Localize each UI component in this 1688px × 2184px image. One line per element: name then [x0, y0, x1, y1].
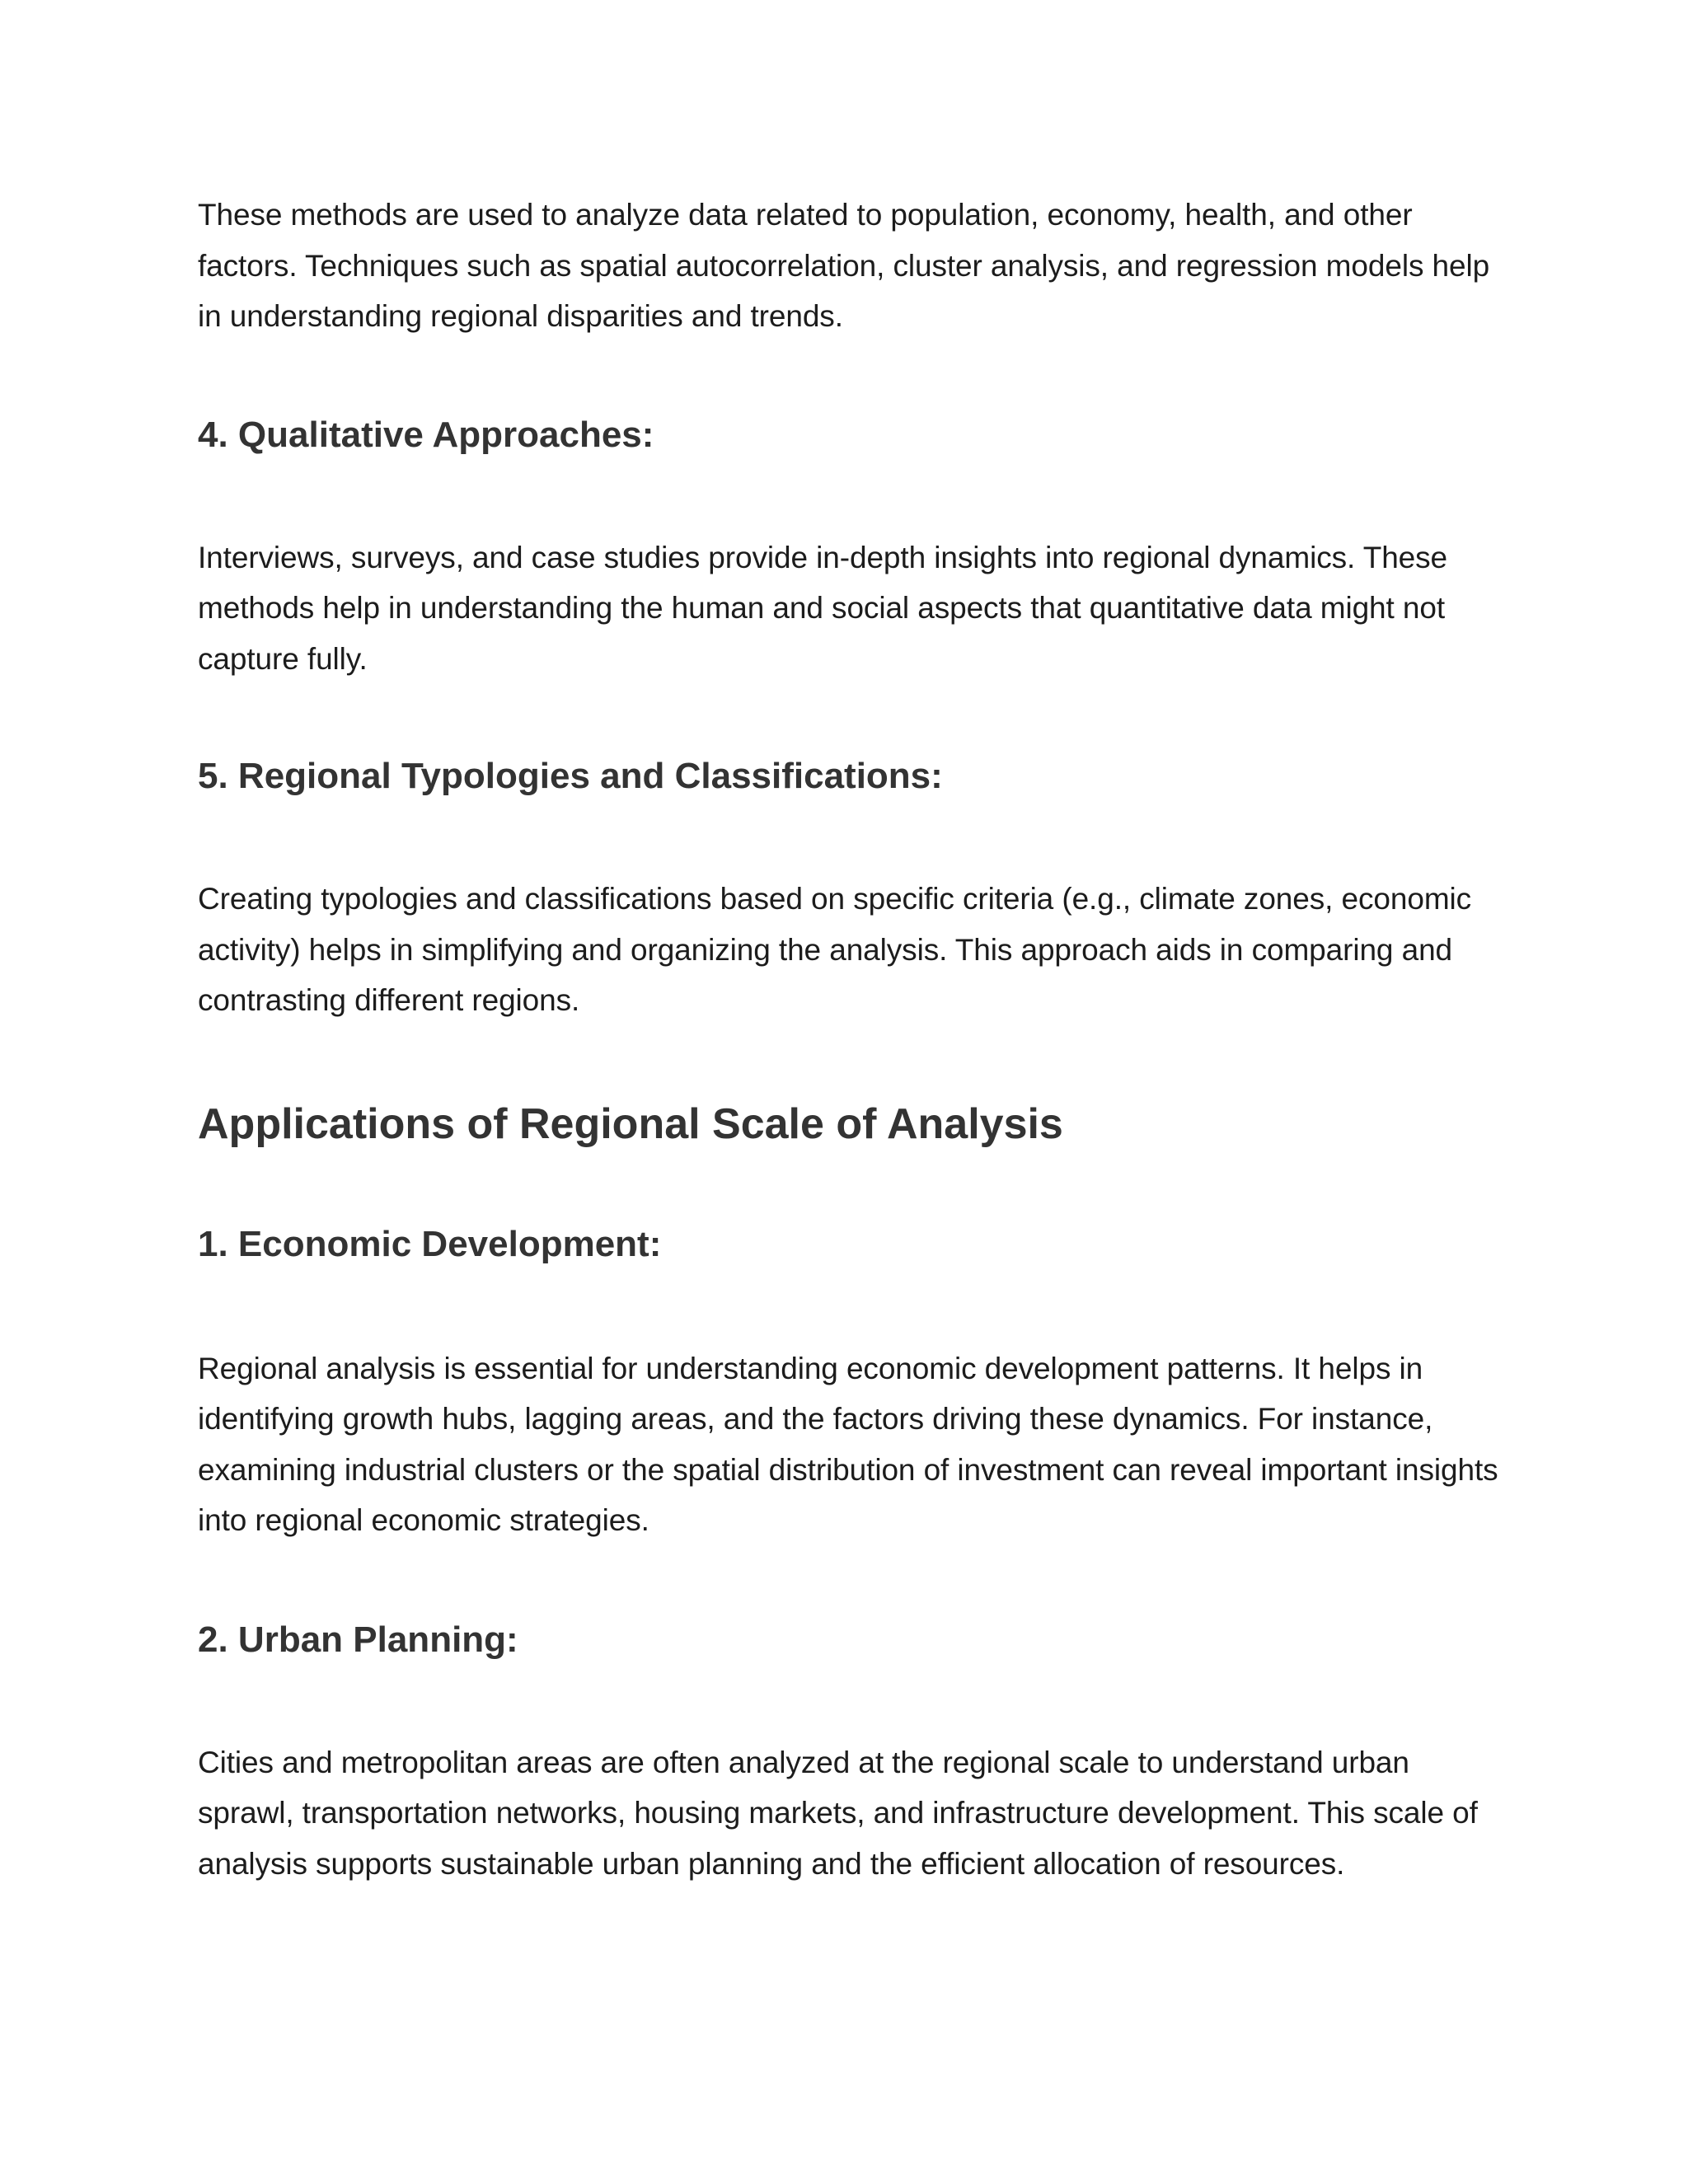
heading-qualitative-approaches: 4. Qualitative Approaches:	[198, 414, 654, 455]
paragraph-methods: These methods are used to analyze data related to population, economy, health, and other factors. Techniques such as spatial autocorrelation, cluster analysis, and regression models help in understanding regional disparities and trends.	[198, 198, 1490, 333]
paragraph-interviews: Interviews, surveys, and case studies provide in-depth insights into regional dynamics. These methods help in understanding the human and social aspects that quantitative data might not capture fully.	[198, 540, 1448, 676]
heading-regional-typologies: 5. Regional Typologies and Classifications:	[198, 756, 943, 796]
paragraph-economic-development: Regional analysis is essential for understanding economic development patterns. It helps in identifying growth hubs, lagging areas, and the factors driving these dynamics. For instance, examining industrial clusters or the spatial distribution of investment can reveal important insights into regional economic strategies.	[198, 1351, 1498, 1537]
heading-applications: Applications of Regional Scale of Analysis	[198, 1099, 1063, 1148]
document-content	[198, 190, 1500, 1889]
paragraph-typologies: Creating typologies and classifications based on specific criteria (e.g., climate zones, economic activity) helps in simplifying and organizing the analysis. This approach aids in comparing and contrasting different regions.	[198, 882, 1472, 1017]
heading-urban-planning: 2. Urban Planning:	[198, 1619, 518, 1660]
paragraph-urban-planning: Cities and metropolitan areas are often analyzed at the regional scale to understand urban sprawl, transportation networks, housing markets, and infrastructure development. This scale of analysis supports sustainable urban planning and the efficient allocation of resources.	[198, 1745, 1478, 1881]
heading-economic-development: 1. Economic Development:	[198, 1223, 662, 1264]
